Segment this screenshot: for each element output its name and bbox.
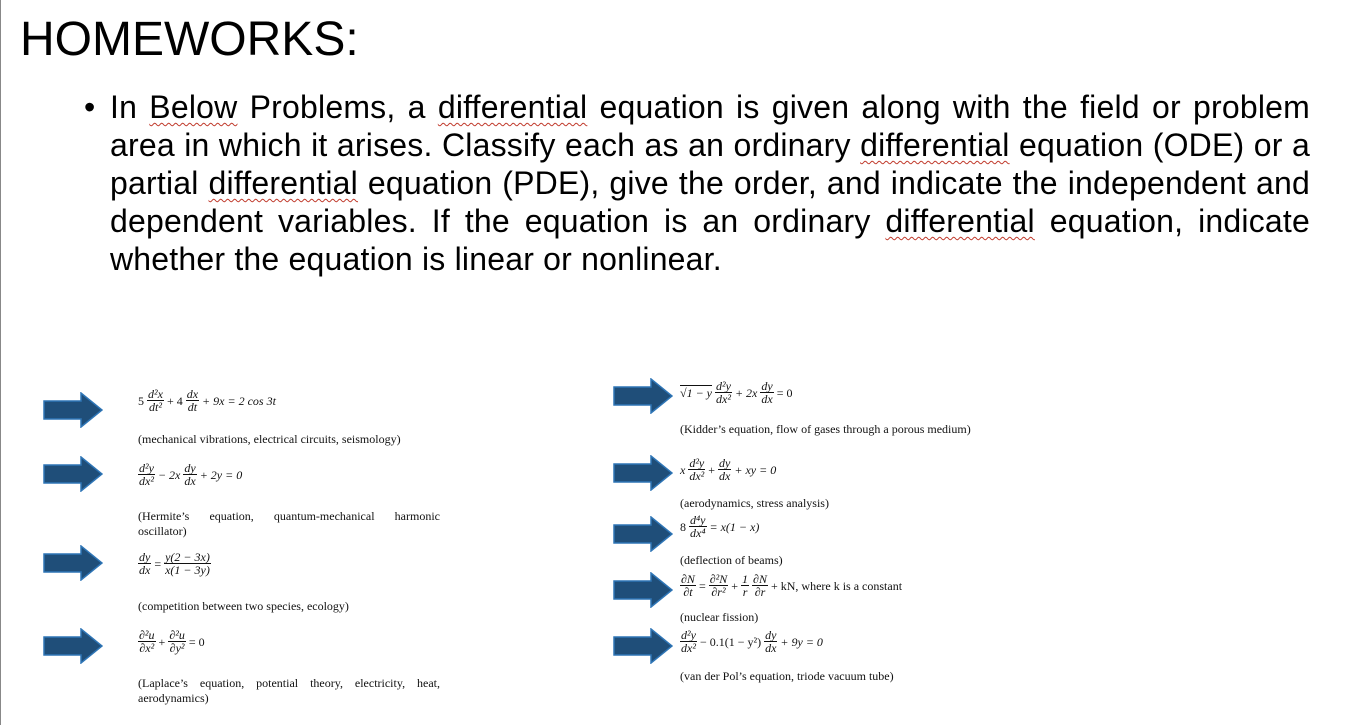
text-segment: Problems, a <box>237 89 438 125</box>
equation-9-caption: (van der Pol’s equation, triode vacuum tube) <box>680 669 894 683</box>
text-segment-misspelled: differential <box>860 127 1010 163</box>
equation-5: √1 − y $\frac{\text{d²y}}{\text{dx²}}$ + 2x $\frac{dy}{dx}$ = 0 <box>680 379 793 406</box>
equation-2: $\frac{\text{d²y}}{\text{dx²}}$ − 2x $\frac{dy}{dx}$ + 2y = 0 <box>139 461 243 488</box>
equation-9: $\frac{\text{d²y}}{\text{dx²}}$ − 0.1(1 − y²) $\frac{dy}{dx}$ + 9y = 0 <box>681 628 823 655</box>
text-segment: equation, indicate whether the equation is linear or nonlinear. <box>110 203 1310 277</box>
equation-2-caption: (Hermite’s equation, quantum-mechanical harmonic oscillator) <box>138 509 440 538</box>
equation-1: 5 $\frac{\text{d²x}}{\text{dt²}}$ + 4 $\frac{dx}{dt}$ + 9x = 2 cos 3t <box>138 387 276 414</box>
text-segment: equation (ODE) or a partial <box>110 127 1310 201</box>
equation-7: 8 $\frac{\text{d⁴y}}{\text{dx⁴}}$ = x(1 − x) <box>680 513 760 540</box>
right-arrow-icon <box>613 628 673 664</box>
right-arrow-icon <box>613 378 673 414</box>
text-segment-misspelled: differential <box>885 203 1035 239</box>
equation-1-caption: (mechanical vibrations, electrical circuits, seismology) <box>138 432 401 446</box>
equation-4-caption: (Laplace’s equation, potential theory, electricity, heat, aerodynamics) <box>138 676 440 705</box>
text-segment-misspelled: differential <box>437 89 588 125</box>
bullet-dot-icon: • <box>84 89 96 125</box>
equation-8-caption: (nuclear fission) <box>680 610 759 624</box>
slide-title: HOMEWORKS: <box>20 13 359 66</box>
equation-8: $\frac{\partial N}{\partial t}$ = $\frac{\text{∂²N}}{\text{∂r²}}$ + $\frac{1}{r}$ $\frac{\partial N}{\partial r}$ + kN, where k is a constant <box>681 572 903 599</box>
equation-3-caption: (competition between two species, ecology) <box>138 599 349 613</box>
text-segment-misspelled: differential <box>208 165 358 201</box>
instruction-text <box>110 88 1310 278</box>
equation-4: $\frac{\text{∂²u}}{\text{∂x²}}$ + $\frac{\text{∂²u}}{\text{∂y²}}$ = 0 <box>139 628 205 655</box>
equation-6: x $\frac{\text{d²y}}{\text{dx²}}$ + $\frac{dy}{dx}$ + xy = 0 <box>680 456 777 483</box>
right-arrow-icon <box>43 392 103 428</box>
equation-3: $\frac{dy}{dx}$ = $\frac{y(2 - 3x)}{x(1 - 3y)}$ <box>139 550 210 577</box>
right-arrow-icon <box>43 628 103 664</box>
right-arrow-icon <box>613 455 673 491</box>
right-arrow-icon <box>43 456 103 492</box>
text-segment: equation (PDE), give the order, and indicate the independent and dependent variables. If the equation is an ordinary <box>110 165 1311 239</box>
equation-6-caption: (aerodynamics, stress analysis) <box>680 496 829 510</box>
right-arrow-icon <box>613 516 673 552</box>
right-arrow-icon <box>613 572 673 608</box>
text-segment: In <box>110 89 150 125</box>
text-segment: equation is given along with the field or problem area in which it arises. Classify each as an ordinary <box>110 89 1311 163</box>
equation-7-caption: (deflection of beams) <box>680 553 783 567</box>
text-segment-misspelled: Below <box>149 89 238 125</box>
right-arrow-icon <box>43 545 103 581</box>
equation-5-caption: (Kidder’s equation, flow of gases through a porous medium) <box>680 422 971 436</box>
